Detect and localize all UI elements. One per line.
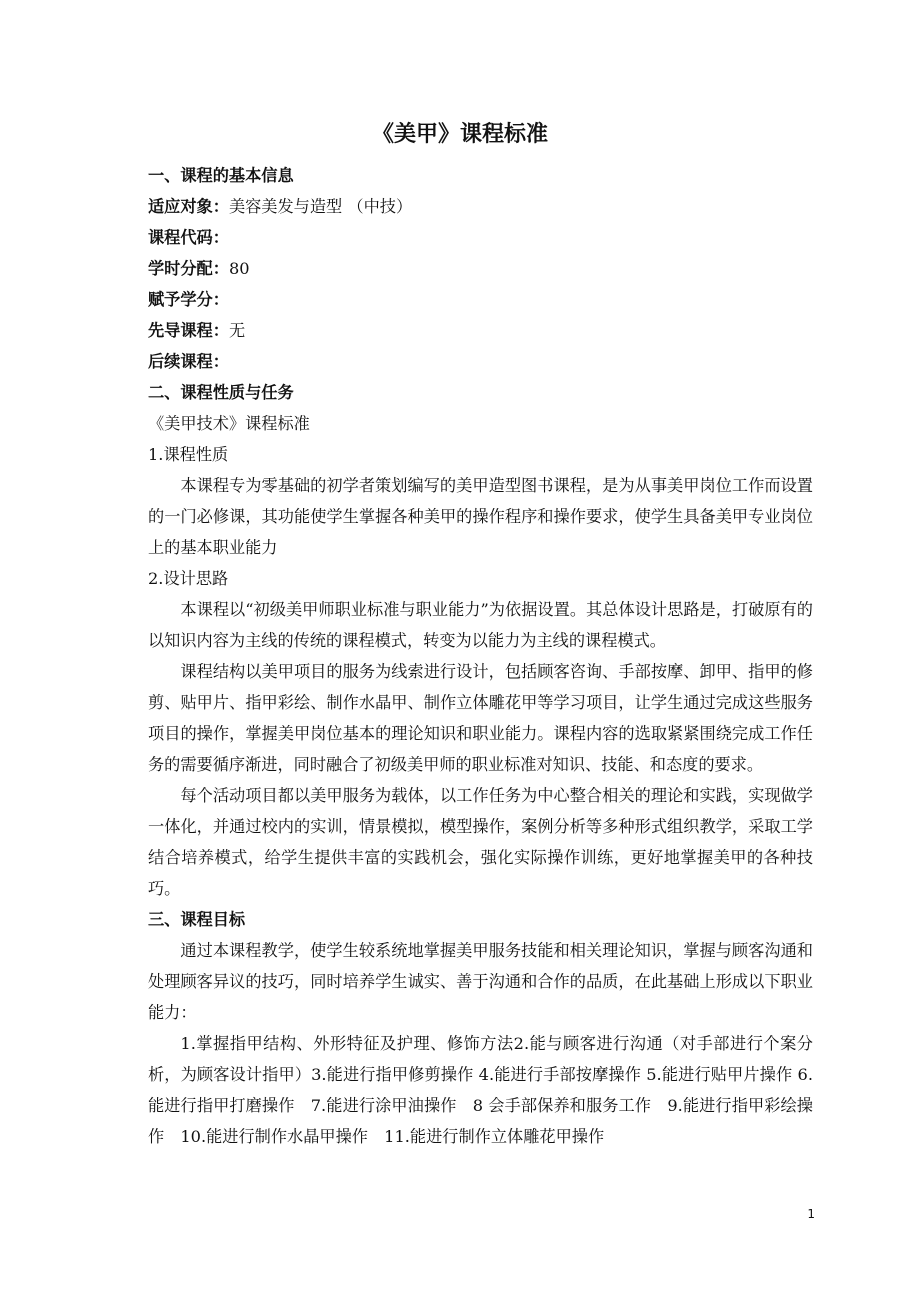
page-number: 1 bbox=[807, 1207, 815, 1221]
field-value: 美容美发与造型 （中技） bbox=[228, 197, 413, 216]
field-label: 课程代码： bbox=[148, 228, 229, 247]
field-hours bbox=[148, 253, 813, 284]
paragraph-design-2: 课程结构以美甲项目的服务为线索进行设计，包括顾客咨询、手部按摩、卸甲、指甲的修剪、贴甲片、指甲彩绘、制作水晶甲、制作立体雕花甲等学习项目，让学生通过完成这些服务项目的操作，掌握美甲岗位基本的理论知识和职业能力。课程内容的选取紧紧围绕完成工作任务的需要循序渐进，同时融合了初级美甲师的职业标准对知识、技能、和态度的要求。 bbox=[148, 662, 813, 774]
item-heading-design-idea: 2.设计思路 bbox=[148, 569, 229, 588]
paragraph-objectives-intro: 通过本课程教学，使学生较系统地掌握美甲服务技能和相关理论知识，掌握与顾客沟通和处理顾客异议的技巧，同时培养学生诚实、善于沟通和合作的品质，在此基础上形成以下职业能力： bbox=[148, 941, 813, 1022]
field-credits bbox=[148, 284, 813, 315]
field-label: 赋予学分： bbox=[148, 290, 229, 309]
field-value: 80 bbox=[228, 259, 250, 278]
field-prerequisite bbox=[148, 315, 813, 346]
field-label: 后续课程： bbox=[148, 352, 229, 371]
field-label: 适应对象： bbox=[148, 197, 229, 216]
field-value: 无 bbox=[228, 321, 246, 340]
field-target-audience bbox=[148, 191, 813, 222]
document-body bbox=[148, 160, 813, 1152]
field-follow-up bbox=[148, 346, 813, 377]
section-heading-objectives: 三、课程目标 bbox=[148, 910, 246, 929]
field-course-code bbox=[148, 222, 813, 253]
field-label: 先导课程： bbox=[148, 321, 229, 340]
sub-title: 《美甲技术》课程标准 bbox=[148, 414, 310, 433]
paragraph-abilities: 1.掌握指甲结构、外形特征及护理、修饰方法2.能与顾客进行沟通（对手部进行个案分析，为顾客设计指甲）3.能进行指甲修剪操作 4.能进行手部按摩操作 5.能进行贴甲片操作 6.能进行指甲打磨操作 7.能进行涂甲油操作 8 会手部保养和服务工作 9.能进行指甲彩绘操作 10.能进行制作水晶甲操作 11.能进行制作立体雕花甲操作 bbox=[148, 1034, 813, 1146]
section-heading-nature-tasks: 二、课程性质与任务 bbox=[148, 383, 294, 402]
document-title: 《美甲》课程标准 bbox=[371, 122, 548, 147]
paragraph-course-nature: 本课程专为零基础的初学者策划编写的美甲造型图书课程，是为从事美甲岗位工作而设置的一门必修课，其功能使学生掌握各种美甲的操作程序和操作要求，使学生具备美甲专业岗位上的基本职业能力 bbox=[148, 476, 813, 557]
section-heading-basic-info: 一、课程的基本信息 bbox=[148, 166, 294, 185]
item-heading-course-nature: 1.课程性质 bbox=[148, 445, 229, 464]
field-label: 学时分配： bbox=[148, 259, 229, 278]
paragraph-design-3: 每个活动项目都以美甲服务为载体，以工作任务为中心整合相关的理论和实践，实现做学一体化，并通过校内的实训，情景模拟，模型操作，案例分析等多种形式组织教学，采取工学结合培养模式，给学生提供丰富的实践机会，强化实际操作训练，更好地掌握美甲的各种技巧。 bbox=[148, 786, 813, 898]
paragraph-design-1: 本课程以“初级美甲师职业标准与职业能力”为依据设置。其总体设计思路是，打破原有的以知识内容为主线的传统的课程模式，转变为以能力为主线的课程模式。 bbox=[148, 600, 813, 650]
